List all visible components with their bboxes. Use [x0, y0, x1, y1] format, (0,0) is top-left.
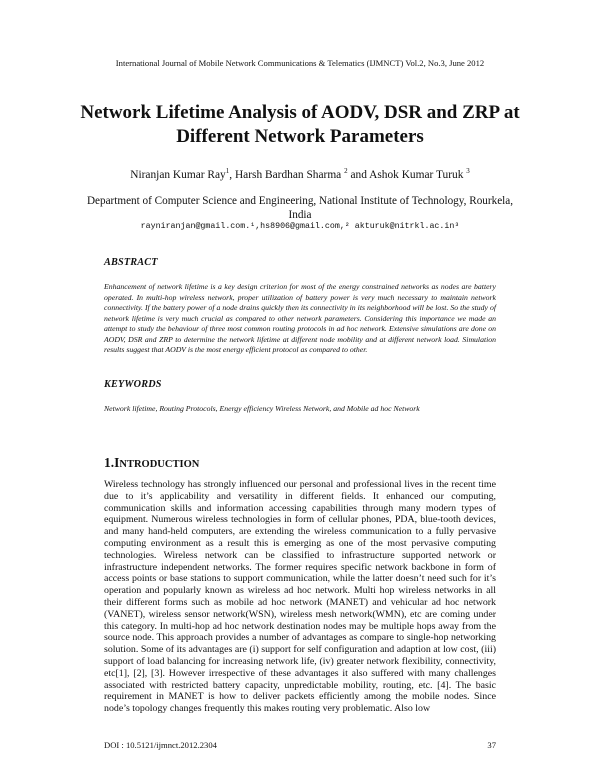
author-list — [0, 167, 600, 181]
abstract-text: Enhancement of network lifetime is a key design criterion for most of the energy constrained networks as nodes are battery operated. In multi-hop wireless network, proper utilization of battery power is very much necessary to maintain network connectivity. If the battery power of a node drains quickly then its connectivity in its neighborhood will be lost. So the study of network lifetime is very much crucial as compared to other network parameters. Considering this importance we made an attempt to study the behaviour of three most common routing protocols in ad hoc network. Extensive simulations are done on AODV, DSR and ZRP to determine the network lifetime at different node mobility and at different network load. Simulation results suggest that AODV is the most energy efficient protocol as compared to other. — [104, 282, 496, 354]
abstract-heading: ABSTRACT — [104, 257, 158, 268]
author-affiliation-mark: 3 — [466, 167, 470, 175]
section-number: 1. — [104, 455, 115, 470]
page-number: 37 — [487, 740, 496, 750]
author-name: Ashok Kumar Turuk — [369, 168, 464, 181]
author-separator: and — [347, 168, 370, 181]
author-affiliation-mark: 1 — [225, 167, 230, 175]
page-footer — [104, 740, 496, 750]
author-emails: rayniranjan@gmail.com.¹,hs8906@gmail.com,² akturuk@nitrkl.ac.in³ — [140, 222, 460, 231]
journal-header: International Journal of Mobile Network Communications & Telematics (IJMNCT) Vol.2, No.3, June 2012 — [115, 58, 485, 68]
affiliation: Department of Computer Science and Engineering, National Institute of Technology, Rourkela, India — [86, 195, 514, 221]
introduction-text: Wireless technology has strongly influenced our personal and professional lives in the recent time due to it’s applicability and versatility in different fields. It enhanced our computing, communication skills and information accessing capabilities through many modern types of equipment. Numerous wireless technologies in form of cellular phones, PDA, blue-tooth devices, and many hand-held computers, are extending the wireless communication to a fully pervasive computing environment as a result this is emerging as one of the most pervasive computing technologies. Wireless network can be classified to infrastructure supported network or infrastructure independent networks. The former requires specific network backbone in form of access points or base stations to support communication, while the latter doesn’t need such for it’s operation and popularly known as wireless ad hoc network. Multi hop wireless networks in all their different forms such as mobile ad hoc network (MANET) and vehicular ad hoc network (VANET), wireless sensor network(WSN), wireless mesh network(WMN), etc are coming under this category. In multi-hop ad hoc network destination nodes may be multiple hops away from the source node. This approach provides a number of advantages as compare to single-hop networking solution. Some of its advantages are (i) support for self configuration and adaption at low cost, (iii) support of load balancing for increasing network life, (iv) greater network flexibility, connectivity, etc[1], [2], [3]. However irrespective of these advantages it also suffered with many challenges associated with restricted battery capacity, unpredictable mobility, routing, etc. [4]. The basic requirement in MANET is how to deliver packets efficiently among the mobile nodes. Since node’s topology changes frequently this makes routing very problematic. Also low — [104, 479, 496, 715]
author-name: Niranjan Kumar Ray — [130, 168, 226, 181]
paper-title: Network Lifetime Analysis of AODV, DSR and ZRP at Different Network Parameters — [80, 102, 520, 147]
section-initial: I — [114, 455, 120, 470]
author-separator: , — [229, 168, 235, 181]
keywords-heading: KEYWORDS — [104, 379, 162, 390]
section-title-rest: NTRODUCTION — [119, 459, 200, 470]
doi: DOI : 10.5121/ijmnct.2012.2304 — [104, 740, 217, 750]
introduction-heading — [104, 455, 199, 471]
author-affiliation-mark: 2 — [344, 167, 348, 175]
keywords-text: Network lifetime, Routing Protocols, Energy efficiency Wireless Network, and Mobile ad hoc Network — [104, 404, 420, 413]
author-name: Harsh Bardhan Sharma — [234, 168, 342, 181]
